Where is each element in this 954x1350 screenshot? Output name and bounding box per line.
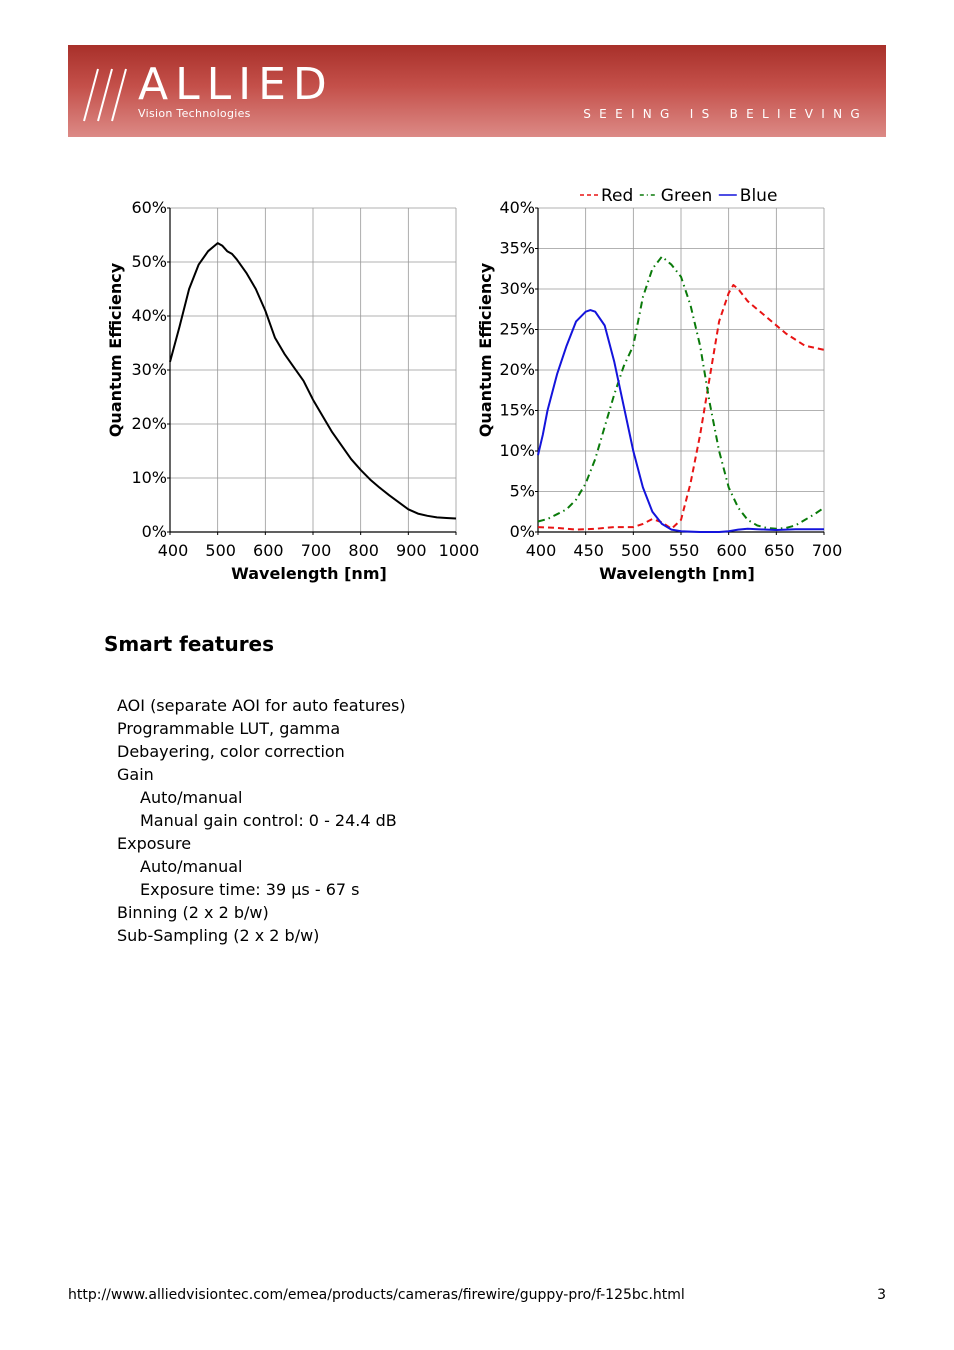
y-tick-label: 40% bbox=[131, 306, 167, 325]
x-tick-label: 600 bbox=[253, 541, 284, 560]
feature-list bbox=[117, 694, 406, 947]
page-number: 3 bbox=[877, 1287, 886, 1303]
x-tick-label: 800 bbox=[348, 541, 379, 560]
footer-url: http://www.alliedvisiontec.com/emea/products/cameras/firewire/guppy-pro/f-125bc.html bbox=[68, 1287, 685, 1303]
qe-mono-chart bbox=[95, 190, 495, 590]
feature-subitem: Auto/manual bbox=[140, 857, 243, 876]
feature-item: Exposure bbox=[117, 834, 192, 853]
y-tick-label: 0% bbox=[141, 522, 167, 541]
feature-item: Gain bbox=[117, 765, 154, 784]
logo-slashes-icon bbox=[82, 65, 130, 123]
x-tick-label: 400 bbox=[157, 541, 189, 560]
y-tick-label: 30% bbox=[131, 360, 167, 379]
feature-subitem: Exposure time: 39 µs - 67 s bbox=[140, 880, 360, 899]
x-axis-label: Wavelength [nm] bbox=[599, 564, 755, 583]
y-tick-label: 20% bbox=[131, 414, 167, 433]
y-tick-label: 50% bbox=[131, 252, 167, 271]
y-tick-label: 20% bbox=[499, 360, 535, 379]
y-tick-label: 35% bbox=[499, 238, 535, 258]
feature-item: AOI (separate AOI for auto features) bbox=[117, 696, 406, 715]
header-banner bbox=[68, 45, 886, 137]
y-tick-label: 40% bbox=[499, 198, 535, 217]
y-tick-label: 5% bbox=[509, 481, 535, 501]
feature-item: Programmable LUT, gamma bbox=[117, 719, 341, 738]
y-tick-label: 10% bbox=[131, 468, 167, 487]
feature-item: Debayering, color correction bbox=[117, 742, 345, 761]
tagline: SEEING IS BELIEVING bbox=[583, 107, 868, 121]
y-tick-label: 25% bbox=[499, 319, 535, 339]
x-tick-label: 650 bbox=[764, 541, 795, 560]
feature-subitem: Auto/manual bbox=[140, 788, 243, 807]
x-tick-label: 450 bbox=[573, 541, 604, 560]
logo-subtitle: Vision Technologies bbox=[138, 107, 251, 120]
feature-subitem: Manual gain control: 0 - 24.4 dB bbox=[140, 811, 397, 830]
qe-color-chart bbox=[470, 180, 870, 590]
feature-item: Sub-Sampling (2 x 2 b/w) bbox=[117, 926, 320, 945]
section-heading: Smart features bbox=[104, 632, 275, 656]
y-axis-label: Quantum Efficiency bbox=[106, 262, 125, 438]
x-tick-label: 600 bbox=[716, 541, 747, 560]
x-tick-label: 400 bbox=[525, 541, 557, 560]
y-tick-label: 15% bbox=[499, 400, 535, 420]
y-tick-label: 30% bbox=[499, 279, 535, 298]
y-tick-label: 0% bbox=[509, 522, 535, 541]
y-axis-label: Quantum Efficiency bbox=[476, 262, 495, 438]
legend-label-blue: Blue bbox=[739, 186, 778, 206]
y-tick-label: 10% bbox=[499, 441, 535, 460]
feature-item: Binning (2 x 2 b/w) bbox=[117, 903, 269, 922]
logo-wordmark: ALLIED bbox=[138, 59, 334, 110]
x-tick-label: 900 bbox=[396, 541, 427, 560]
x-tick-label: 500 bbox=[205, 541, 236, 560]
x-tick-label: 1000 bbox=[438, 541, 480, 560]
x-tick-label: 700 bbox=[811, 541, 843, 560]
x-tick-label: 550 bbox=[668, 541, 700, 560]
legend-label-red: Red bbox=[601, 186, 634, 206]
legend-label-green: Green bbox=[660, 186, 713, 206]
y-tick-label: 60% bbox=[131, 198, 167, 217]
x-tick-label: 500 bbox=[621, 541, 652, 560]
x-axis-label: Wavelength [nm] bbox=[231, 564, 387, 583]
x-tick-label: 700 bbox=[300, 541, 332, 560]
